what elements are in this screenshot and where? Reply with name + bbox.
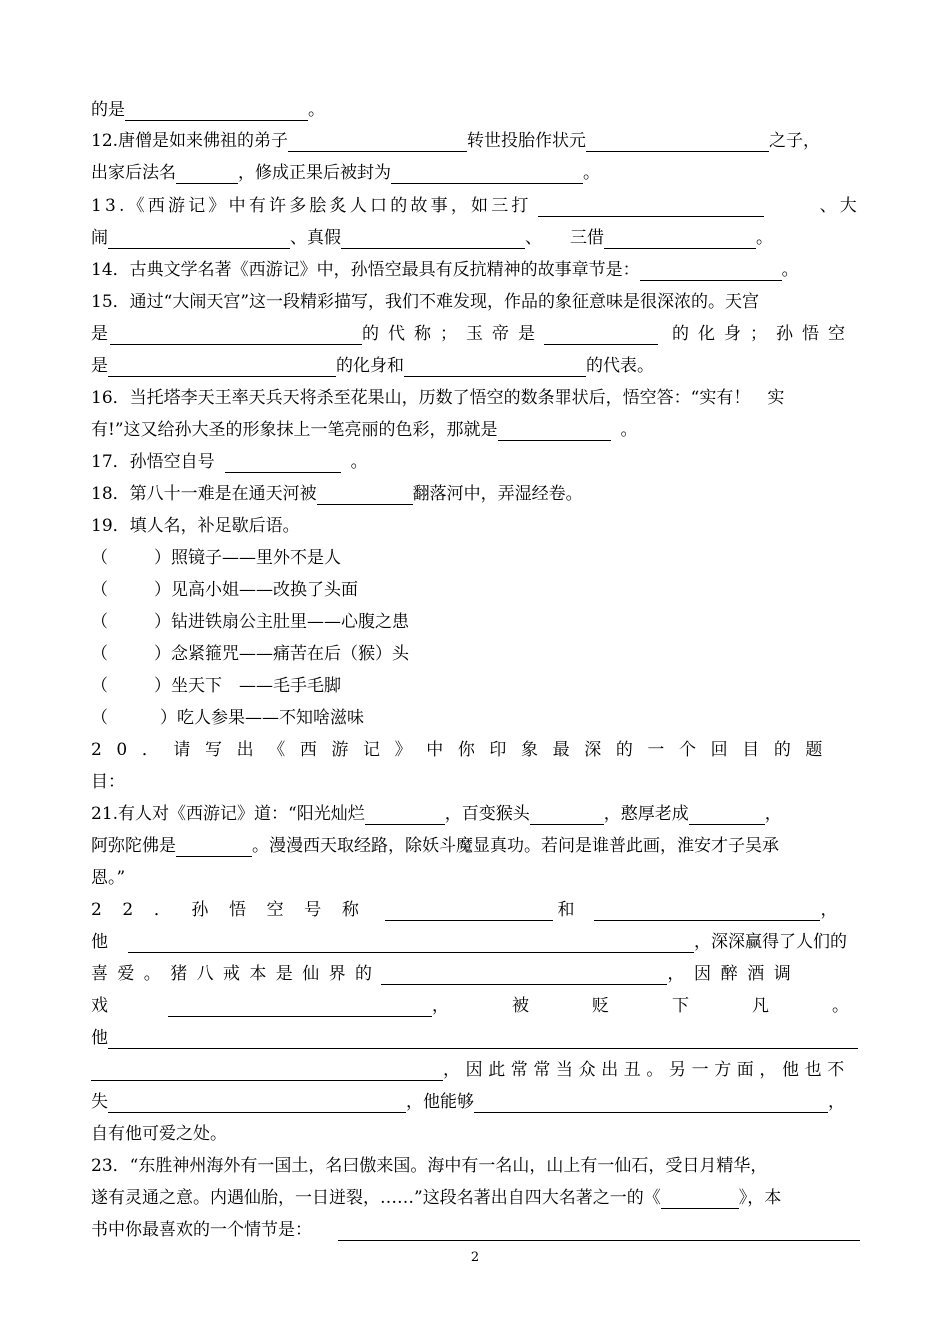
question-14: 14．古典文学名著《西游记》中，孙悟空最具有反抗精神的故事章节是： 。 [91, 260, 799, 280]
blank[interactable] [586, 129, 769, 152]
blank[interactable] [108, 1026, 858, 1049]
blank[interactable] [108, 226, 290, 249]
question-12: 12.唐僧是如来佛祖的弟子 转世投胎作状元 之子， [91, 131, 821, 151]
blank[interactable] [689, 802, 765, 825]
question-22-cont: 他 ，深深赢得了人们的 [91, 932, 847, 952]
blank[interactable] [381, 962, 667, 985]
question-13: 13.《西游记》中有许多脍炙人口的故事，如三打 、大 [91, 196, 860, 216]
blank[interactable] [110, 322, 362, 345]
question-22-cont4: 他 [91, 1022, 860, 1054]
blank[interactable] [125, 98, 308, 121]
blank[interactable] [640, 258, 782, 281]
list-item: （ ） 钻进铁扇公主肚里——心腹之患 [91, 612, 409, 632]
blank[interactable] [317, 482, 413, 505]
list-item: （ ） 坐天下 ——毛手毛脚 [91, 676, 341, 696]
question-21: 21.有人对《西游记》道：“阳光灿烂 ，百变猴头 ，憨厚老成 ， [91, 804, 782, 824]
blank[interactable] [176, 834, 252, 857]
question-15-cont: 是 的代称；玉帝是 的化身；孙悟空 [91, 324, 854, 344]
blank[interactable] [404, 354, 586, 377]
question-22: 22．孙悟空号称 和 ， [91, 900, 838, 920]
question-13-cont: 闹 、真假 、 三借 。 [91, 228, 773, 248]
page-number: 2 [470, 1250, 480, 1265]
blank[interactable] [338, 1218, 860, 1241]
question-23: 23．“东胜神州海外有一国土，名曰傲来国。海中有一名山，山上有一仙石，受日月精华， [91, 1156, 768, 1176]
blank[interactable] [128, 930, 694, 953]
blank[interactable] [604, 226, 756, 249]
blank[interactable] [385, 898, 553, 921]
blank[interactable] [538, 194, 764, 217]
question-21-cont2: 恩。” [91, 868, 126, 888]
question-19: 19．填人名，补足歇后语。 [91, 516, 300, 536]
question-15-cont2: 是 的化身和 的代表。 [91, 356, 654, 376]
question-23-cont: 遂有灵通之意。内遇仙胎，一日迸裂，……”这段名著出自四大名著之一的《 》，本 [91, 1188, 782, 1208]
question-22-cont6: 失 ，他能够 ， [91, 1092, 845, 1112]
blank[interactable] [391, 161, 583, 184]
question-18: 18．第八十一难是在通天河被 翻落河中，弄湿经卷。 [91, 484, 583, 504]
question-21-cont: 阿弥陀佛是 。漫漫西天取经路，除妖斗魔显真功。若问是谁普此画，淮安才子吴承 [91, 836, 779, 856]
list-item: （ ） 吃人参果——不知啥滋味 [91, 708, 364, 728]
blank[interactable] [498, 418, 611, 441]
list-item: （ ） 见高小姐——改换了头面 [91, 580, 358, 600]
blank[interactable] [474, 1090, 828, 1113]
question-22-cont7: 自有他可爱之处。 [91, 1124, 227, 1144]
blank[interactable] [341, 226, 525, 249]
blank[interactable] [288, 129, 467, 152]
question-17: 17．孙悟空自号 。 [91, 452, 368, 472]
list-item: （ ） 念紧箍咒——痛苦在后（猴）头 [91, 644, 409, 664]
blank[interactable] [544, 322, 658, 345]
question-20: 20．请写出《西游记》中你印象最深的一个回目的题 [91, 740, 838, 760]
blank[interactable] [108, 1090, 406, 1113]
question-16-cont: 有!”这又给孙大圣的形象抹上一笔亮丽的色彩，那就是 。 [91, 420, 638, 440]
question-23-cont2: 书中你最喜欢的一个情节是： [91, 1214, 860, 1246]
question-16: 16．当托塔李天王率天兵天将杀至花果山，历数了悟空的数条罪状后，悟空答：“实有！ 实 [91, 388, 785, 408]
list-item: （ ） 照镜子——里外不是人 [91, 548, 341, 568]
question-12-cont: 出家后法名 ，修成正果后被封为 。 [91, 163, 600, 183]
question-20-cont: 目： [91, 772, 125, 792]
blank[interactable] [168, 994, 432, 1017]
blank[interactable] [365, 802, 445, 825]
question-15: 15．通过“大闹天宫”这一段精彩描写，我们不难发现，作品的象征意味是很深浓的。天宫 [91, 292, 760, 312]
question-22-cont2: 喜爱。猪八戒本是仙界的 ，因醉酒调 [91, 964, 801, 984]
blank[interactable] [594, 898, 820, 921]
blank[interactable] [108, 354, 336, 377]
blank[interactable] [176, 161, 238, 184]
q11-tail-line: 的是 。 [91, 100, 325, 120]
blank[interactable] [91, 1058, 443, 1081]
blank[interactable] [530, 802, 604, 825]
question-22-cont3: 戏 ，被贬下凡。 [91, 996, 912, 1016]
blank[interactable] [225, 450, 341, 473]
blank[interactable] [661, 1186, 739, 1209]
question-22-cont5: ，因此常常当众出丑。另一方面，他也不 [91, 1054, 860, 1086]
